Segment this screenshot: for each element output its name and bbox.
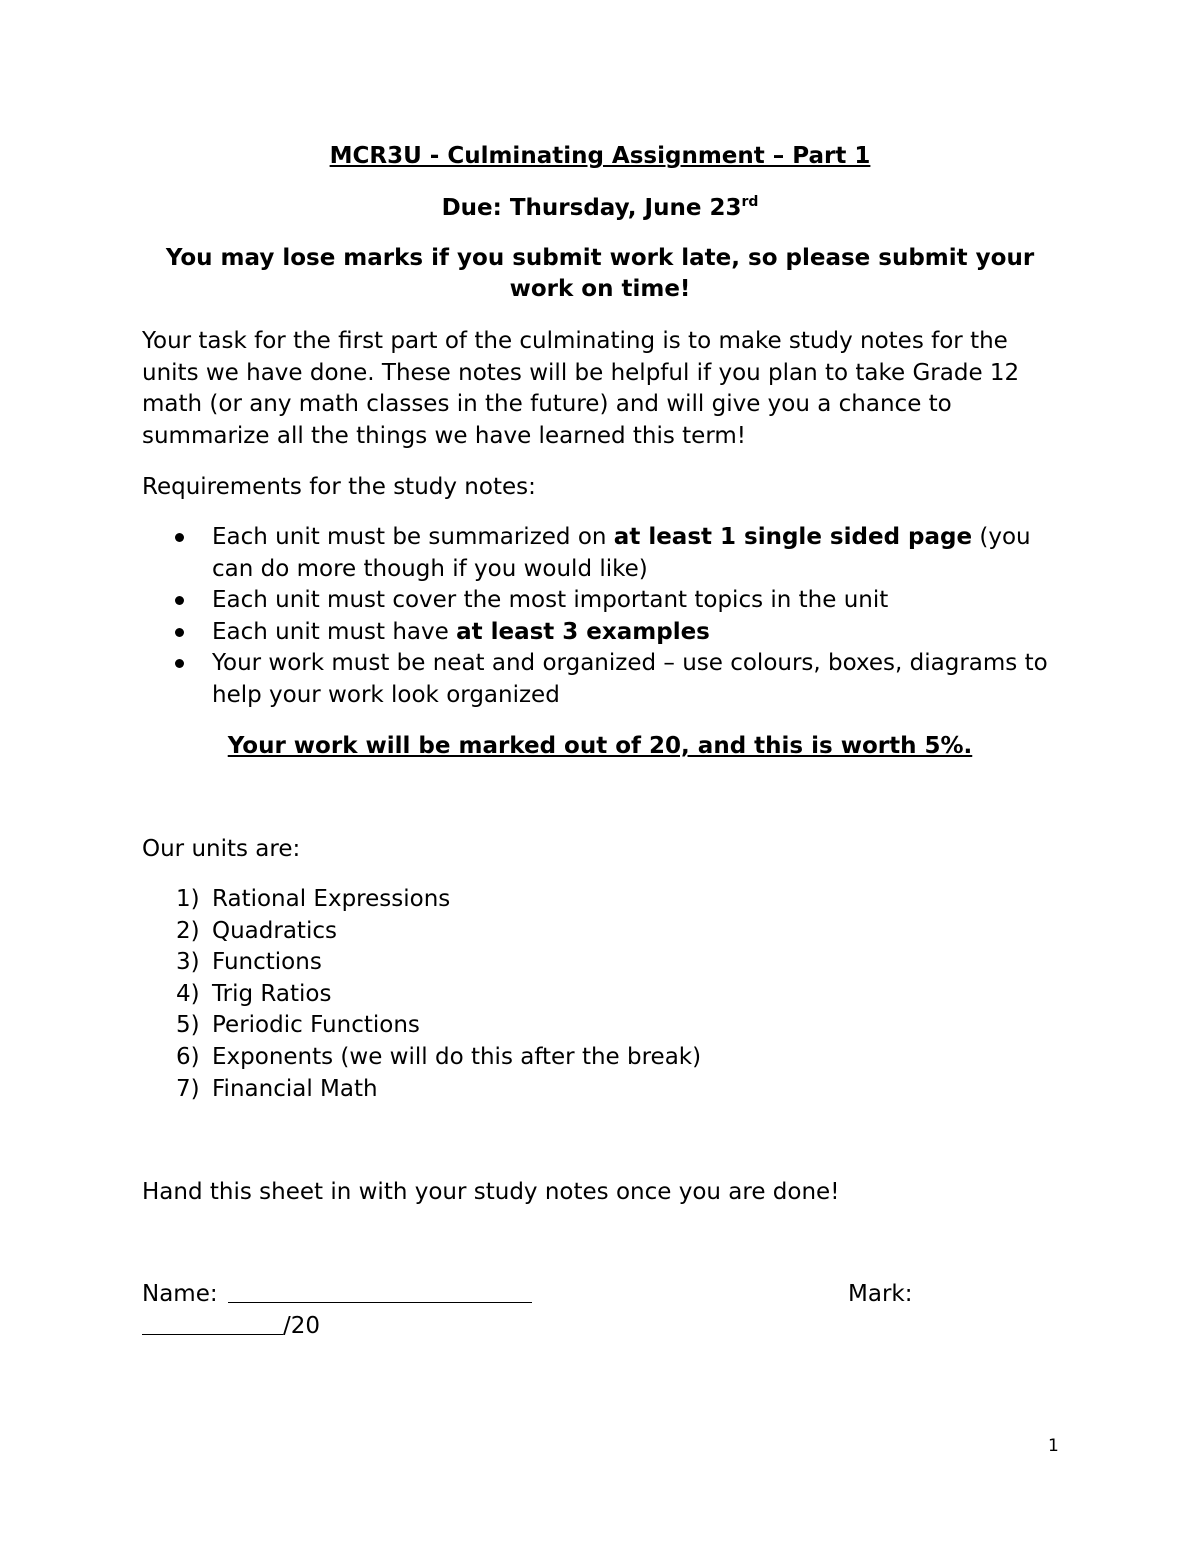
requirement-item	[142, 522, 1072, 585]
unit-label: Rational Expressions	[212, 886, 451, 912]
bullet-icon	[175, 533, 184, 542]
unit-item	[142, 947, 701, 979]
unit-item	[142, 979, 701, 1011]
units-list	[142, 884, 701, 1105]
requirement-text: Each unit must be summarized on	[212, 524, 614, 550]
units-heading: Our units are:	[142, 836, 301, 862]
requirements-heading: Requirements for the study notes:	[142, 474, 536, 500]
name-label: Name:	[142, 1281, 218, 1307]
unit-number: 7)	[176, 1075, 200, 1102]
unit-label: Exponents (we will do this after the break)	[212, 1043, 702, 1070]
requirement-text: Each unit must cover the most important topics in the unit	[212, 587, 889, 613]
unit-number: 4)	[176, 980, 200, 1007]
unit-label: Periodic Functions	[212, 1012, 420, 1039]
requirement-bold: at least 3 examples	[456, 618, 710, 645]
bullet-icon	[175, 596, 184, 605]
unit-item	[142, 1010, 701, 1042]
requirements-list	[142, 522, 1072, 711]
unit-number: 6)	[176, 1043, 200, 1070]
unit-label: Functions	[212, 949, 322, 976]
unit-item	[142, 884, 701, 916]
unit-label: Trig Ratios	[212, 980, 332, 1007]
unit-number: 3)	[176, 949, 200, 976]
unit-item	[142, 916, 701, 948]
name-row	[142, 1279, 532, 1309]
requirement-item	[142, 617, 1072, 649]
hand-in-note: Hand this sheet in with your study notes once you are done!	[142, 1179, 840, 1205]
unit-item	[142, 1074, 701, 1106]
intro-paragraph: Your task for the first part of the culminating is to make study notes for the units we have done. These notes will be helpful if you plan to take Grade 12 math (or any math classes in the future) and will give you a chance to summarize all the things we have learned this term!	[142, 328, 1020, 449]
mark-total: /20	[283, 1313, 321, 1339]
requirement-text: Each unit must have	[212, 618, 457, 645]
unit-number: 5)	[176, 1012, 200, 1039]
page-number: 1	[1048, 1436, 1059, 1456]
name-blank[interactable]	[228, 1280, 532, 1303]
requirement-item	[142, 585, 1072, 617]
requirement-bold: at least 1 single sided page	[613, 524, 973, 550]
unit-number: 2)	[176, 917, 200, 944]
due-date-text: Due: Thursday, June 23	[441, 195, 742, 221]
due-date	[0, 193, 1200, 223]
marking-note: Your work will be marked out of 20, and this is worth 5%.	[227, 733, 973, 759]
document-title: MCR3U - Culminating Assignment – Part 1	[329, 143, 871, 169]
unit-label: Financial Math	[212, 1075, 378, 1102]
unit-item	[142, 1042, 701, 1074]
due-date-suffix: rd	[741, 194, 759, 210]
requirement-text: (you can do more though if you would like)	[212, 524, 1031, 582]
requirement-item	[142, 648, 1072, 711]
bullet-icon	[175, 659, 184, 668]
late-warning: You may lose marks if you submit work late, so please submit your work on time!	[165, 245, 1035, 302]
mark-label: Mark:	[848, 1281, 913, 1307]
mark-blank[interactable]	[142, 1312, 283, 1335]
requirement-text: Your work must be neat and organized – use colours, boxes, diagrams to help your work look organized	[212, 650, 1048, 708]
unit-number: 1)	[176, 886, 200, 912]
unit-label: Quadratics	[212, 917, 337, 944]
bullet-icon	[175, 628, 184, 637]
mark-row	[142, 1311, 320, 1341]
